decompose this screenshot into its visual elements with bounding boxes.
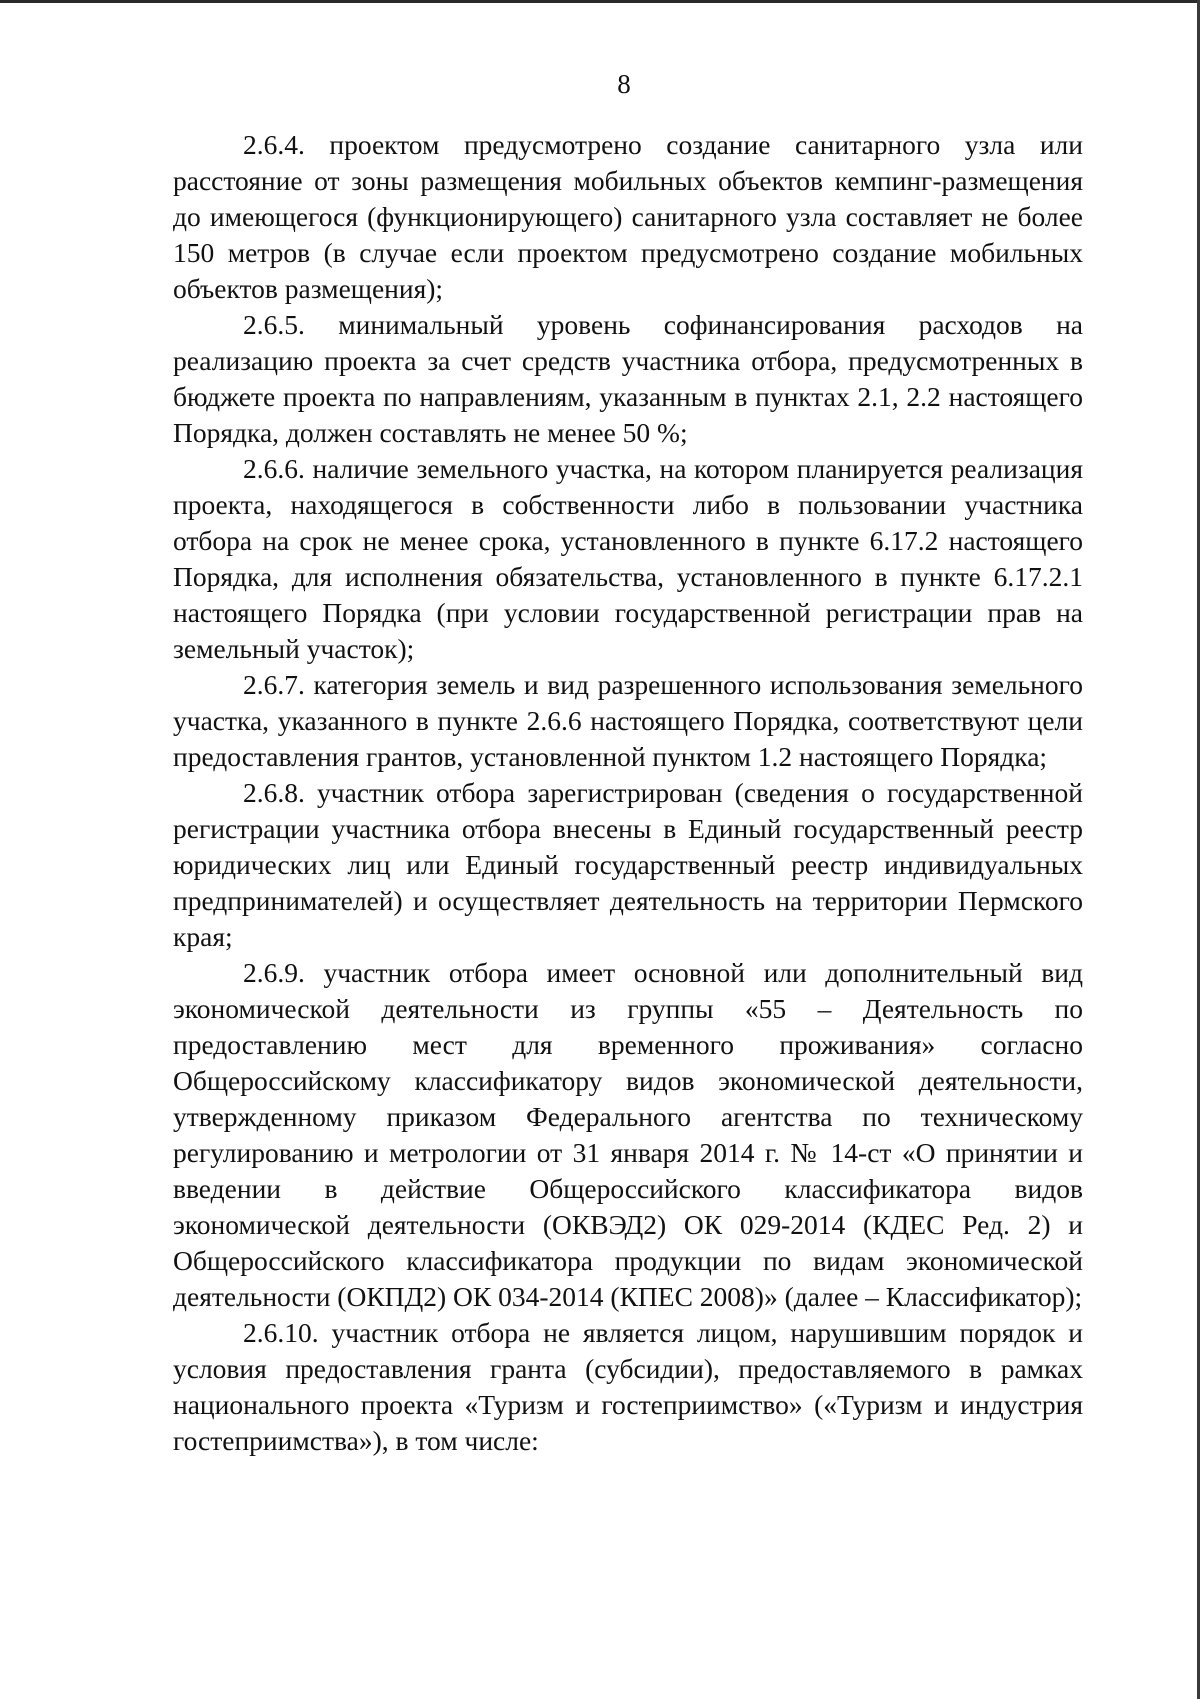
paragraph-2-6-9: 2.6.9. участник отбора имеет основной или дополнительный вид экономической деятельности из группы «55 – Деятельность по предоставлению мест для временного проживания» согласно Общероссийскому классификатору видов экономической деятельности, утвержденному приказом Федерального агентства по техническому регулированию и метрологии от 31 января 2014 г. № 14-ст «О принятии и введении в действие Общероссийского классификатора видов экономической деятельности (ОКВЭД2) ОК 029-2014 (КДЕС Ред. 2) и Общероссийского классификатора продукции по видам экономической деятельности (ОКПД2) ОК 034-2014 (КПЕС 2008)» (далее – Классификатор); (173, 957, 1083, 1312)
paragraph-2-6-10: 2.6.10. участник отбора не является лицом, нарушившим порядок и условия предоставления гранта (субсидии), предоставляемого в рамках национального проекта «Туризм и гостеприимство» («Туризм и индустрия гостеприимства»), в том числе: (173, 1317, 1083, 1456)
paragraph-2-6-5: 2.6.5. минимальный уровень софинансирования расходов на реализацию проекта за счет средств участника отбора, предусмотренных в бюджете проекта по направлениям, указанным в пунктах 2.1, 2.2 настоящего Порядка, должен составлять не менее 50 %; (173, 309, 1083, 448)
document-body (173, 127, 1083, 1459)
paragraph-2-6-8: 2.6.8. участник отбора зарегистрирован (сведения о государственной регистрации участника отбора внесены в Единый государственный реестр юридических лиц или Единый государственный реестр индивидуальных предпринимателей) и осуществляет деятельность на территории Пермского края; (173, 777, 1083, 952)
paragraph-2-6-4: 2.6.4. проектом предусмотрено создание санитарного узла или расстояние от зоны размещения мобильных объектов кемпинг-размещения до имеющегося (функционирующего) санитарного узла составляет не более 150 метров (в случае если проектом предусмотрено создание мобильных объектов размещения); (173, 129, 1083, 304)
page-number: 8 (617, 69, 631, 99)
paragraph-2-6-6: 2.6.6. наличие земельного участка, на котором планируется реализация проекта, находящегося в собственности либо в пользовании участника отбора на срок не менее срока, установленного в пункте 6.17.2 настоящего Порядка, для исполнения обязательства, установленного в пункте 6.17.2.1 настоящего Порядка (при условии государственной регистрации прав на земельный участок); (173, 453, 1083, 664)
paragraph-2-6-7: 2.6.7. категория земель и вид разрешенного использования земельного участка, указанного в пункте 2.6.6 настоящего Порядка, соответствуют цели предоставления грантов, установленной пунктом 1.2 настоящего Порядка; (173, 669, 1083, 772)
